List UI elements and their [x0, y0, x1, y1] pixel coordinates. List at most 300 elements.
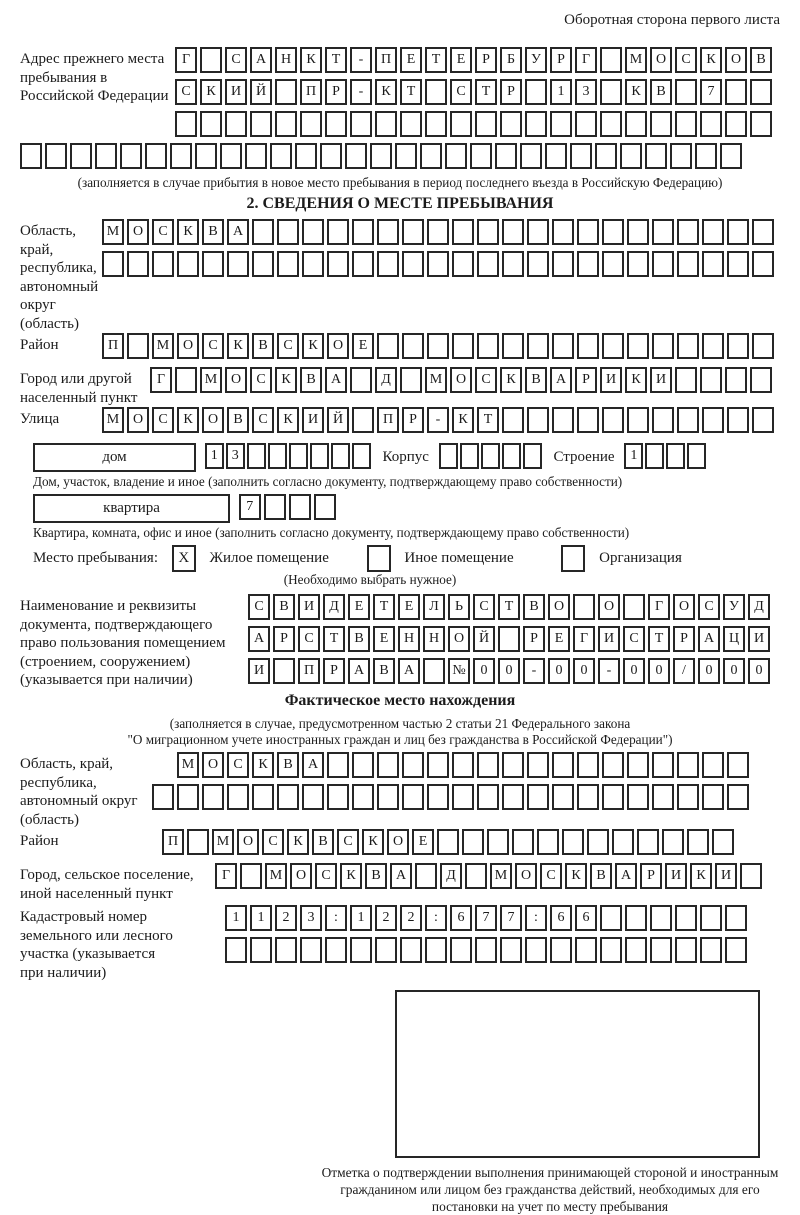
char-box: [477, 752, 499, 778]
char-box: 0: [548, 658, 570, 684]
char-box: [400, 367, 422, 393]
char-box: [537, 829, 559, 855]
char-box: [550, 937, 572, 963]
char-box: В: [523, 594, 545, 620]
char-box: С: [262, 829, 284, 855]
char-box-row: [150, 367, 775, 396]
char-box: [502, 407, 524, 433]
char-box: К: [452, 407, 474, 433]
char-box: Л: [423, 594, 445, 620]
char-box: А: [390, 863, 412, 889]
char-box: №: [448, 658, 470, 684]
char-box: [127, 333, 149, 359]
char-box: А: [227, 219, 249, 245]
char-box: [370, 143, 392, 169]
char-box: Д: [375, 367, 397, 393]
char-box: [620, 143, 642, 169]
char-box: Е: [348, 594, 370, 620]
char-box: [725, 905, 747, 931]
char-box: А: [302, 752, 324, 778]
char-box: [377, 784, 399, 810]
char-box: [700, 937, 722, 963]
char-box: [423, 658, 445, 684]
char-box: С: [252, 407, 274, 433]
char-box: С: [277, 333, 299, 359]
char-box: Р: [475, 47, 497, 73]
char-box: М: [177, 752, 199, 778]
char-box: [727, 407, 749, 433]
apartment-line: [33, 494, 780, 525]
char-box: Т: [325, 47, 347, 73]
char-box: [477, 251, 499, 277]
char-box: В: [590, 863, 612, 889]
char-box: [627, 333, 649, 359]
char-box: [527, 251, 549, 277]
char-box: [300, 111, 322, 137]
char-box: [310, 443, 329, 469]
char-box: 3: [226, 443, 245, 469]
district-field: [20, 333, 780, 365]
char-box: [727, 784, 749, 810]
char-box: [445, 143, 467, 169]
char-box: [427, 784, 449, 810]
char-box: [700, 905, 722, 931]
actual-location-title: Фактическое место нахождения: [284, 692, 516, 709]
char-box: Ь: [448, 594, 470, 620]
char-box: К: [690, 863, 712, 889]
char-box: [250, 937, 272, 963]
char-box: [477, 784, 499, 810]
char-box: [575, 111, 597, 137]
char-box: О: [673, 594, 695, 620]
char-box: [552, 333, 574, 359]
char-box: [702, 752, 724, 778]
char-box: Г: [215, 863, 237, 889]
char-box: 3: [300, 905, 322, 931]
char-box: С: [248, 594, 270, 620]
char-box: Р: [673, 626, 695, 652]
char-box: Н: [398, 626, 420, 652]
char-box: [527, 333, 549, 359]
char-box: [350, 937, 372, 963]
char-box: Е: [400, 47, 422, 73]
char-box: [227, 784, 249, 810]
char-box: [752, 333, 774, 359]
char-box: 2: [400, 905, 422, 931]
char-box: [395, 143, 417, 169]
char-box: П: [102, 333, 124, 359]
char-box: [725, 111, 747, 137]
char-box: [327, 251, 349, 277]
char-box: Г: [575, 47, 597, 73]
char-box: [247, 443, 266, 469]
apartment-box-label: квартира: [33, 494, 230, 523]
char-box: Е: [412, 829, 434, 855]
char-box: [427, 333, 449, 359]
char-box: М: [102, 219, 124, 245]
char-box: О: [202, 752, 224, 778]
char-box: Р: [273, 626, 295, 652]
char-box: Р: [550, 47, 572, 73]
region-label: Область, край, республика, автономный округ (область): [20, 223, 99, 332]
char-box: [702, 219, 724, 245]
fact-city-field: [20, 863, 780, 903]
char-box: Д: [440, 863, 462, 889]
char-box: 0: [573, 658, 595, 684]
char-box: А: [325, 367, 347, 393]
char-box: А: [550, 367, 572, 393]
char-box: [425, 937, 447, 963]
char-box-row: [20, 143, 780, 172]
city-label: Город или другой населенный пункт: [20, 371, 138, 406]
char-box: К: [200, 79, 222, 105]
char-box: [623, 594, 645, 620]
char-box: С: [475, 367, 497, 393]
char-box: [352, 752, 374, 778]
char-box: К: [287, 829, 309, 855]
char-box: О: [225, 367, 247, 393]
char-box: М: [490, 863, 512, 889]
char-box: [750, 79, 772, 105]
char-box: [502, 752, 524, 778]
char-box: [712, 829, 734, 855]
char-box: [552, 219, 574, 245]
char-box: [752, 251, 774, 277]
char-box: С: [250, 367, 272, 393]
presence-checkbox-organizaciya: [561, 545, 585, 572]
fact-district-label: Район: [20, 833, 59, 849]
char-box: Р: [402, 407, 424, 433]
char-box: [545, 143, 567, 169]
char-box: С: [337, 829, 359, 855]
char-box: [625, 937, 647, 963]
char-box: А: [615, 863, 637, 889]
char-box: Т: [425, 47, 447, 73]
street-field: [20, 407, 780, 439]
char-box: [20, 143, 42, 169]
char-box: [525, 79, 547, 105]
char-box-row: [102, 407, 777, 436]
char-box: К: [700, 47, 722, 73]
stroenie-label: Строение: [553, 449, 615, 465]
char-box: [527, 752, 549, 778]
char-box: [289, 443, 308, 469]
char-box: П: [375, 47, 397, 73]
char-box: [525, 937, 547, 963]
char-box: [675, 937, 697, 963]
char-box: [666, 443, 685, 469]
char-box: В: [525, 367, 547, 393]
char-box: [612, 829, 634, 855]
char-box: [277, 219, 299, 245]
char-box: О: [448, 626, 470, 652]
region-field: [20, 219, 780, 333]
char-box: [327, 219, 349, 245]
char-box: [702, 251, 724, 277]
char-box: [587, 829, 609, 855]
char-box: [195, 143, 217, 169]
char-box: [170, 143, 192, 169]
char-box: [727, 333, 749, 359]
char-box: [102, 251, 124, 277]
char-box: О: [515, 863, 537, 889]
fact-region-label: Область, край, республика, автономный округ (область): [20, 756, 138, 828]
char-box-row: [239, 494, 339, 523]
house-note: Дом, участок, владение и иное (заполнить согласно документу, подтверждающему право собственности): [33, 474, 623, 489]
char-box: [240, 863, 262, 889]
char-box: [327, 752, 349, 778]
prev-address-rows: [175, 47, 775, 143]
char-box: [752, 407, 774, 433]
char-box: [677, 784, 699, 810]
char-box: [675, 111, 697, 137]
char-box: [527, 219, 549, 245]
char-box: [675, 367, 697, 393]
char-box: [527, 784, 549, 810]
char-box: И: [248, 658, 270, 684]
char-box: [577, 407, 599, 433]
char-box: Т: [498, 594, 520, 620]
char-box: [677, 407, 699, 433]
stamp-caption: Отметка о подтверждении выполнения принимающей стороной и иностранным гражданином или лицом без гражданства действий, необходимых для его постановки на учет по месту пребывания: [321, 1165, 779, 1214]
char-box: О: [387, 829, 409, 855]
char-box: [273, 658, 295, 684]
char-box: [702, 407, 724, 433]
char-box: [277, 784, 299, 810]
char-box: М: [425, 367, 447, 393]
char-box: [145, 143, 167, 169]
char-box: С: [540, 863, 562, 889]
char-box: 0: [473, 658, 495, 684]
char-box: П: [162, 829, 184, 855]
char-box: [650, 905, 672, 931]
char-box: 0: [648, 658, 670, 684]
cadastral-field: [20, 905, 780, 982]
char-box: [465, 863, 487, 889]
char-box: [750, 111, 772, 137]
char-box: М: [625, 47, 647, 73]
char-box: [552, 784, 574, 810]
char-box: К: [252, 752, 274, 778]
char-box: С: [298, 626, 320, 652]
char-box: [120, 143, 142, 169]
corner-note: Оборотная сторона первого листа: [564, 12, 780, 28]
char-box-row: [225, 937, 750, 966]
presence-line: [33, 545, 780, 572]
char-box: [645, 143, 667, 169]
char-box: [70, 143, 92, 169]
char-box: [695, 143, 717, 169]
char-box: [375, 111, 397, 137]
char-box: В: [202, 219, 224, 245]
char-box: В: [300, 367, 322, 393]
char-box: [577, 784, 599, 810]
char-box: [577, 251, 599, 277]
char-box: [652, 752, 674, 778]
char-box: К: [177, 407, 199, 433]
char-box: В: [252, 333, 274, 359]
char-box: [302, 219, 324, 245]
char-box: [314, 494, 336, 520]
char-box: В: [273, 594, 295, 620]
char-box: Е: [398, 594, 420, 620]
fact-city-label: Город, сельское поселение, иной населенный пункт: [20, 867, 194, 902]
char-box: [750, 367, 772, 393]
char-box: Р: [323, 658, 345, 684]
char-box: [687, 829, 709, 855]
char-box: К: [277, 407, 299, 433]
char-box: [268, 443, 287, 469]
char-box: П: [300, 79, 322, 105]
char-box: О: [598, 594, 620, 620]
char-box-row: [152, 784, 752, 813]
char-box: [670, 143, 692, 169]
char-box: [352, 219, 374, 245]
char-box: П: [377, 407, 399, 433]
char-box: [227, 251, 249, 277]
char-box: [677, 333, 699, 359]
char-box: [677, 752, 699, 778]
char-box: [520, 143, 542, 169]
char-box: [602, 407, 624, 433]
char-box: [437, 829, 459, 855]
char-box-row: [624, 443, 708, 472]
char-box: 0: [748, 658, 770, 684]
char-box: [177, 251, 199, 277]
char-box: К: [302, 333, 324, 359]
char-box: [352, 443, 371, 469]
char-box: В: [750, 47, 772, 73]
char-box: [573, 594, 595, 620]
char-box: [662, 829, 684, 855]
apartment-note: Квартира, комната, офис и иное (заполнить согласно документу, подтверждающему право собственности): [33, 525, 630, 540]
char-box: В: [373, 658, 395, 684]
char-box: [477, 219, 499, 245]
char-box: К: [625, 79, 647, 105]
char-box: [502, 443, 521, 469]
char-box: Г: [150, 367, 172, 393]
char-box: В: [348, 626, 370, 652]
char-box: 6: [550, 905, 572, 931]
char-box: [264, 494, 286, 520]
prev-address-note: (заполняется в случае прибытия в новое место пребывания в период последнего въезда в Российскую Федерацию): [77, 175, 723, 190]
char-box: [502, 784, 524, 810]
char-box-row: [177, 752, 752, 781]
char-box: [425, 79, 447, 105]
fact-region-field: [20, 752, 780, 829]
char-box: [175, 367, 197, 393]
char-box: [727, 219, 749, 245]
char-box: [627, 251, 649, 277]
document-rows: [248, 594, 773, 690]
char-box: О: [127, 407, 149, 433]
char-box: [725, 79, 747, 105]
char-box: [650, 111, 672, 137]
char-box: 0: [698, 658, 720, 684]
char-box: [700, 111, 722, 137]
char-box: [677, 251, 699, 277]
char-box: [245, 143, 267, 169]
char-box: [475, 111, 497, 137]
char-box: [577, 333, 599, 359]
char-box: [450, 111, 472, 137]
char-box: Е: [352, 333, 374, 359]
presence-label: Место пребывания:: [33, 550, 158, 566]
char-box: :: [425, 905, 447, 931]
char-box: Т: [400, 79, 422, 105]
char-box: Д: [323, 594, 345, 620]
char-box-row: [439, 443, 544, 472]
char-box-row: [248, 594, 773, 623]
char-box: [325, 937, 347, 963]
char-box: С: [152, 407, 174, 433]
char-box: [252, 784, 274, 810]
char-box: [402, 752, 424, 778]
char-box: [302, 784, 324, 810]
char-box: С: [675, 47, 697, 73]
char-box: О: [290, 863, 312, 889]
char-box: В: [650, 79, 672, 105]
char-box: 7: [500, 905, 522, 931]
char-box: К: [300, 47, 322, 73]
char-box: А: [698, 626, 720, 652]
char-box: И: [748, 626, 770, 652]
char-box: 3: [575, 79, 597, 105]
char-box: [252, 219, 274, 245]
char-box: [720, 143, 742, 169]
char-box: О: [202, 407, 224, 433]
char-box: С: [698, 594, 720, 620]
char-box-row: [162, 829, 737, 858]
char-box: [600, 47, 622, 73]
char-box: Т: [648, 626, 670, 652]
char-box: М: [200, 367, 222, 393]
char-box-row: [175, 47, 775, 76]
char-box: [425, 111, 447, 137]
document-field: [20, 594, 780, 690]
char-box: [498, 626, 520, 652]
char-box: И: [715, 863, 737, 889]
char-box: [552, 251, 574, 277]
char-box: Т: [477, 407, 499, 433]
char-box-row: [102, 219, 777, 248]
char-box: [652, 407, 674, 433]
char-box: [427, 752, 449, 778]
char-box: [687, 443, 706, 469]
char-box: -: [350, 79, 372, 105]
char-box: И: [225, 79, 247, 105]
char-box: Й: [473, 626, 495, 652]
char-box: [400, 937, 422, 963]
char-box: [600, 905, 622, 931]
char-box: П: [298, 658, 320, 684]
char-box: [352, 784, 374, 810]
char-box: [570, 143, 592, 169]
char-box-row: [248, 658, 773, 687]
char-box: 2: [275, 905, 297, 931]
char-box: [602, 333, 624, 359]
char-box: [552, 752, 574, 778]
char-box: [377, 752, 399, 778]
char-box: [427, 251, 449, 277]
char-box: [45, 143, 67, 169]
char-box: 1: [205, 443, 224, 469]
char-box: [752, 219, 774, 245]
char-box: -: [523, 658, 545, 684]
char-box: [402, 784, 424, 810]
char-box: А: [250, 47, 272, 73]
char-box: О: [450, 367, 472, 393]
